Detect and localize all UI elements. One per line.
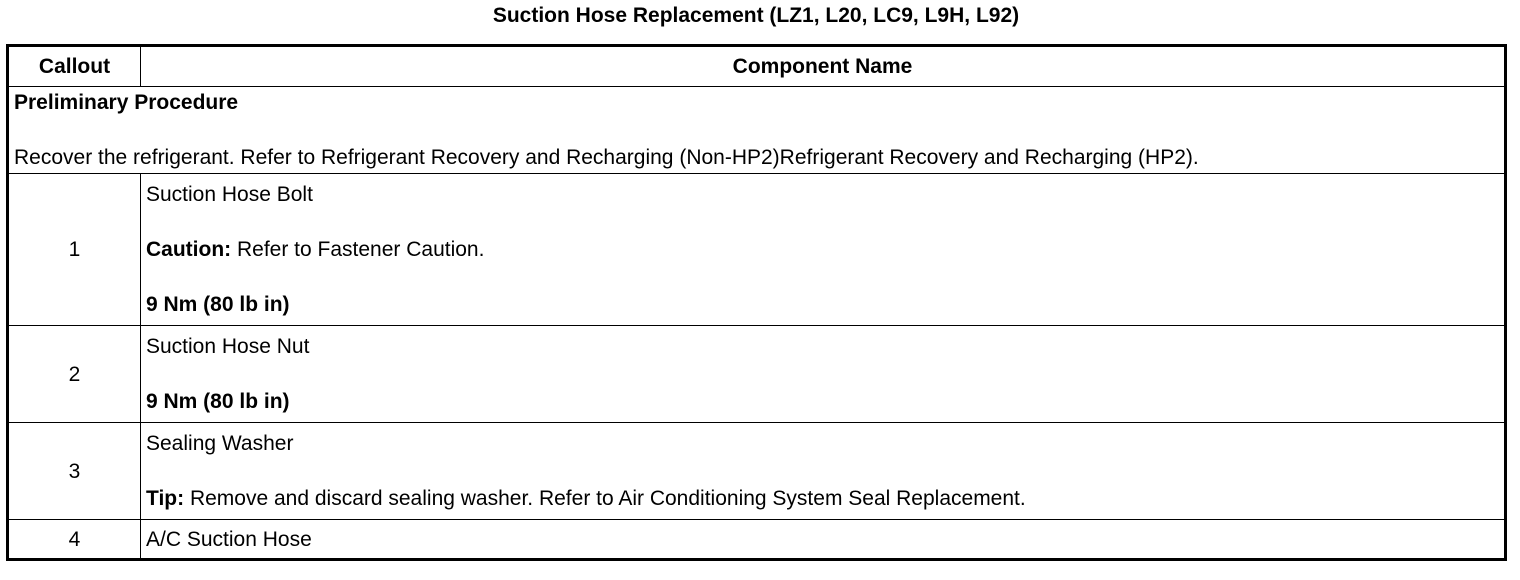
- preliminary-heading: Preliminary Procedure: [14, 91, 239, 114]
- tip-text: Remove and discard sealing washer. Refer to Air Conditioning System Seal Replacement.: [184, 487, 1026, 510]
- table-row: [8, 520, 1506, 560]
- component-name: Suction Hose Bolt: [146, 183, 313, 206]
- table-header-row: [8, 46, 1506, 87]
- caution-label: Caution:: [146, 238, 232, 261]
- preliminary-cell: [8, 87, 1506, 174]
- callout-cell: 4: [8, 520, 141, 560]
- header-component-name: Component Name: [141, 46, 1506, 87]
- component-cell: [141, 326, 1506, 423]
- component-name: Suction Hose Nut: [146, 335, 310, 358]
- header-callout: Callout: [8, 46, 141, 87]
- preliminary-text: Recover the refrigerant. Refer to Refrigerant Recovery and Recharging (Non-HP2)Refrigerant Recovery and Recharging (HP2).: [14, 146, 1199, 169]
- component-table: [6, 44, 1507, 561]
- torque-spec: 9 Nm (80 lb in): [146, 390, 290, 413]
- component-cell: [141, 520, 1506, 560]
- component-cell: [141, 174, 1506, 326]
- table-row: [8, 326, 1506, 423]
- preliminary-row: [8, 87, 1506, 174]
- component-cell: [141, 423, 1506, 520]
- callout-cell: 1: [8, 174, 141, 326]
- callout-cell: 2: [8, 326, 141, 423]
- component-name: A/C Suction Hose: [146, 527, 312, 551]
- caution-text: Refer to Fastener Caution.: [231, 238, 485, 261]
- torque-spec: 9 Nm (80 lb in): [146, 293, 290, 316]
- caution-note: [146, 237, 1499, 262]
- table-row: [8, 174, 1506, 326]
- table-row: [8, 423, 1506, 520]
- callout-cell: 3: [8, 423, 141, 520]
- tip-label: Tip:: [146, 487, 185, 510]
- page-title: Suction Hose Replacement (LZ1, L20, LC9, L9H, L92): [492, 4, 1020, 27]
- component-name: Sealing Washer: [146, 432, 294, 455]
- tip-note: [146, 486, 1499, 511]
